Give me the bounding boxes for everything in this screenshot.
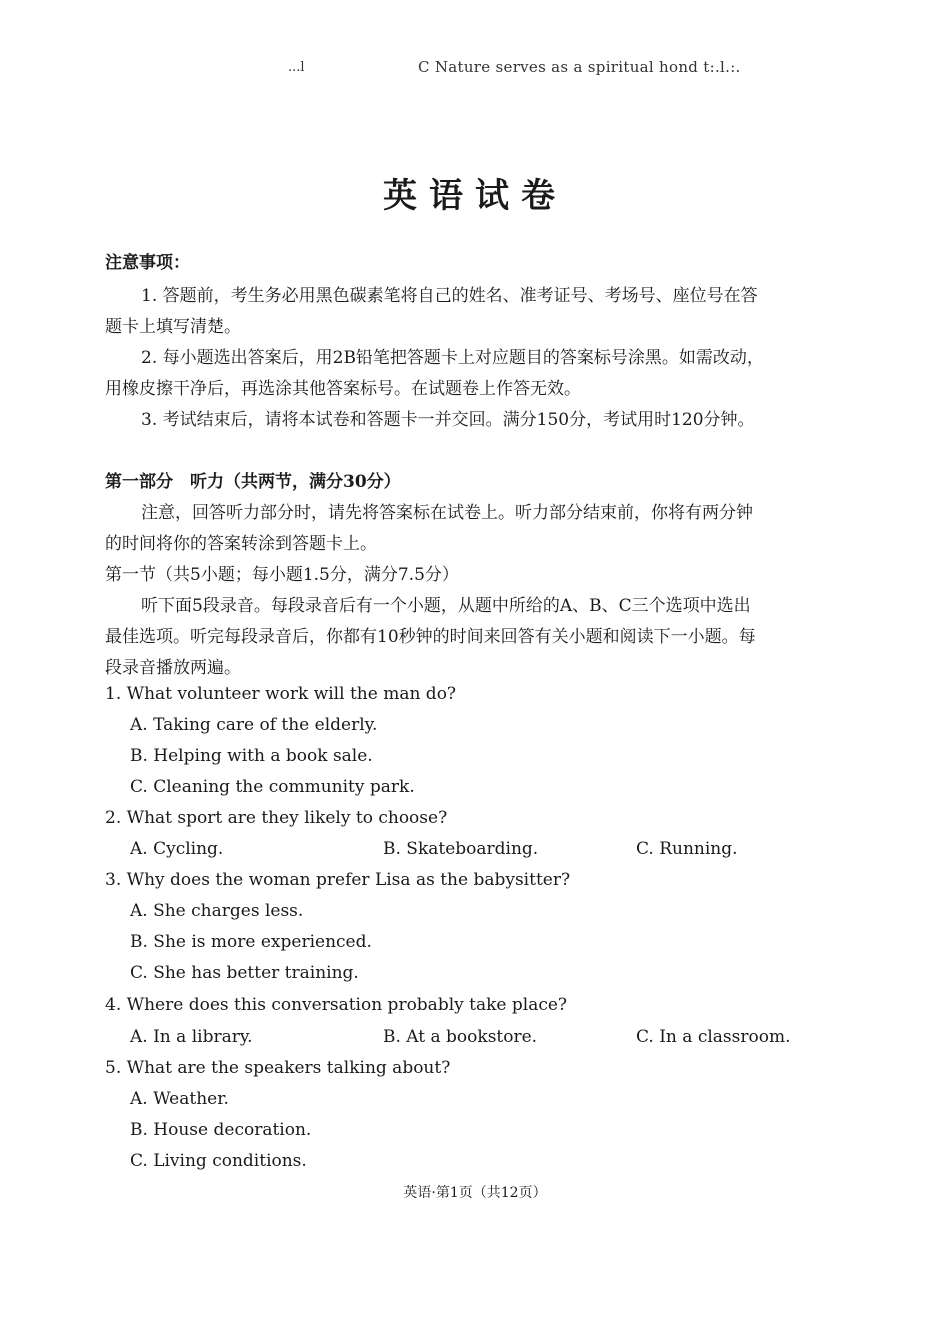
question-4-option-b: B. At a bookstore.: [383, 1027, 538, 1047]
question-4: 4. Where does this conversation probably take place?: [105, 995, 568, 1015]
question-4-option-a: A. In a library.: [130, 1027, 253, 1047]
header-fragment-right: C Nature serves as a spiritual hond t:.l.:.: [418, 58, 741, 76]
question-2: 2. What sport are they likely to choose?: [105, 808, 448, 828]
section-1-instruction-line-2: 最佳选项。听完每段录音后，你都有10秒钟的时间来回答有关小题和阅读下一小题。每: [105, 627, 756, 647]
page-title: 英语试卷: [383, 176, 567, 216]
section-1-instruction-line-1: 听下面5段录音。每段录音后有一个小题，从题中所给的A、B、C三个选项中选出: [141, 596, 751, 616]
question-1-option-a: A. Taking care of the elderly.: [130, 715, 378, 735]
section-1-heading: 第一节（共5小题；每小题1.5分，满分7.5分）: [105, 565, 459, 585]
section-1-instruction-line-3: 段录音播放两遍。: [105, 658, 241, 678]
question-5-option-c: C. Living conditions.: [130, 1151, 307, 1171]
question-3: 3. Why does the woman prefer Lisa as the babysitter?: [105, 870, 571, 890]
question-1-option-c: C. Cleaning the community park.: [130, 777, 415, 797]
page-footer: 英语·第1页（共12页）: [403, 1185, 547, 1201]
question-5: 5. What are the speakers talking about?: [105, 1058, 451, 1078]
part-1-instruction-line-1: 注意，回答听力部分时，请先将答案标在试卷上。听力部分结束前，你将有两分钟: [141, 503, 753, 523]
question-5-option-b: B. House decoration.: [130, 1120, 312, 1140]
notice-item-2-line-1: 2. 每小题选出答案后，用2B铅笔把答题卡上对应题目的答案标号涂黑。如需改动，: [141, 348, 764, 368]
notice-item-2-line-2: 用橡皮擦干净后，再选涂其他答案标号。在试题卷上作答无效。: [105, 379, 581, 399]
notice-item-3: 3. 考试结束后，请将本试卷和答题卡一并交回。满分150分，考试用时120分钟。: [141, 410, 755, 430]
question-3-option-a: A. She charges less.: [130, 901, 304, 921]
notice-heading: 注意事项：: [105, 253, 190, 273]
question-2-option-c: C. Running.: [636, 839, 738, 859]
question-1-option-b: B. Helping with a book sale.: [130, 746, 373, 766]
question-4-option-c: C. In a classroom.: [636, 1027, 791, 1047]
question-3-option-b: B. She is more experienced.: [130, 932, 372, 952]
notice-item-1-line-1: 1. 答题前，考生务必用黑色碳素笔将自己的姓名、准考证号、考场号、座位号在答: [141, 286, 758, 306]
part-1-instruction-line-2: 的时间将你的答案转涂到答题卡上。: [105, 534, 377, 554]
question-3-option-c: C. She has better training.: [130, 963, 359, 983]
question-2-option-b: B. Skateboarding.: [383, 839, 539, 859]
question-2-option-a: A. Cycling.: [130, 839, 224, 859]
question-1: 1. What volunteer work will the man do?: [105, 684, 457, 704]
notice-item-1-line-2: 题卡上填写清楚。: [105, 317, 241, 337]
header-fragment-left: ...l: [288, 60, 305, 75]
question-5-option-a: A. Weather.: [130, 1089, 229, 1109]
part-1-heading: 第一部分 听力（共两节，满分30分）: [105, 472, 401, 492]
